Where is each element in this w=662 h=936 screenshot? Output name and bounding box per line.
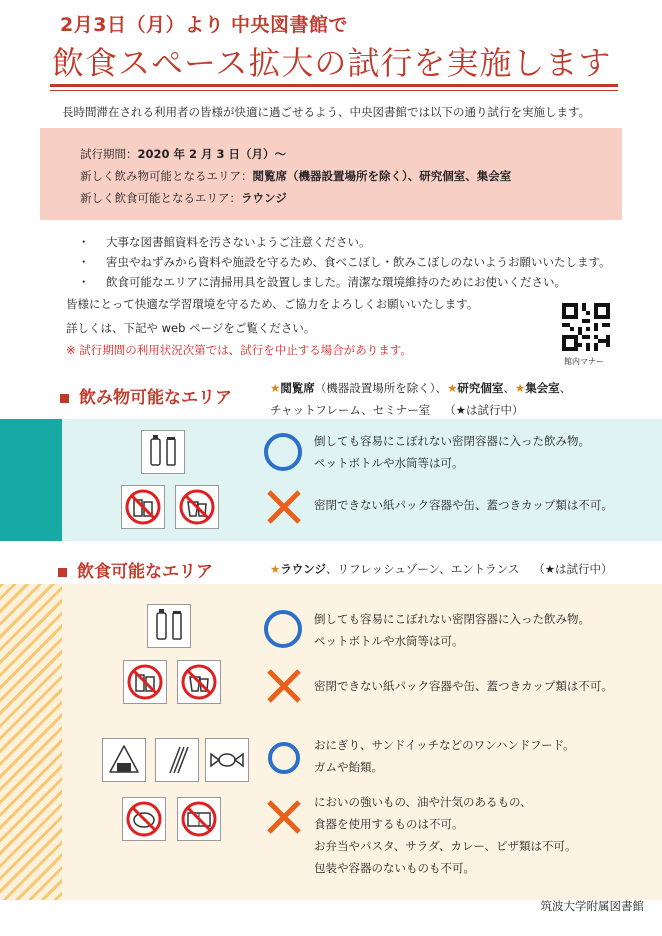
food-ng-text: においの強いもの、油や汁気のあるもの、 食器を使用するものは不可。 お弁当やパスタ、サラダ、カレー、ピザ類は不可。 包装や容器のないものも不可。	[314, 795, 577, 875]
drink-section-heading: 飲み物可能なエリア	[60, 383, 232, 408]
no-cans-icon	[121, 485, 165, 529]
drink-ok-text: 倒しても容易にこぼれない密閉容器に入った飲み物。 ペットボトルや水筒等は可。	[314, 434, 590, 470]
food-drink-ng-text: 密閉できない紙パック容器や缶、蓋つきカップ類は不可。	[314, 679, 613, 693]
note-item: ・ 飲食可能なエリアに清掃用具を設置しました。清潔な環境維持のためにお使いください。	[78, 275, 566, 289]
pre-title: 2月3日（月）より 中央図書館で	[60, 14, 349, 36]
qr-code-icon[interactable]	[562, 303, 610, 351]
trial-drink-area: 新しく飲み物可能となるエリア：閲覧席（機器設置場所を除く）、研究個室、集会室	[80, 169, 512, 183]
square-bullet-icon	[60, 394, 69, 403]
ng-cross-icon	[265, 798, 303, 836]
page-title: 飲食スペース拡大の試行を実施します	[52, 44, 612, 82]
trial-period: 試行期間：2020 年 2 月 3 日（月）～	[80, 147, 287, 161]
title-rule	[50, 84, 618, 87]
ok-circle-icon	[268, 742, 300, 774]
ok-circle-icon	[264, 433, 302, 471]
drink-band-accent	[0, 419, 62, 541]
closing-text-2: 詳しくは、下記や web ページをご覧ください。	[66, 321, 316, 335]
title-rule-thin	[50, 90, 618, 91]
drink-areas-line2: チャットフレーム、セミナー室 （★は試行中）	[270, 403, 524, 417]
food-drink-ok-text: 倒しても容易にこぼれない密閉容器に入った飲み物。 ペットボトルや水筒等は可。	[314, 612, 590, 648]
intro-text: 長時間滞在される利用者の皆様が快適に過ごせるよう、中央図書館では以下の通り試行を実施します。	[62, 105, 591, 119]
trial-info-box	[40, 128, 622, 220]
no-cups-icon	[175, 485, 219, 529]
bottle-icon	[147, 604, 191, 648]
onigiri-icon	[102, 738, 146, 782]
trial-food-area: 新しく飲食可能となるエリア：ラウンジ	[80, 191, 287, 205]
note-item: ・ 大事な図書館資料を汚さないようご注意ください。	[78, 235, 371, 249]
drink-ng-text: 密閉できない紙パック容器や缶、蓋つきカップ類は不可。	[314, 498, 613, 512]
square-bullet-icon	[58, 568, 67, 577]
library-name: 筑波大学附属図書館	[540, 899, 644, 913]
no-cans-icon	[123, 660, 167, 704]
drink-areas-line1: ★閲覧席（機器設置場所を除く）、★研究個室、★集会室、	[270, 381, 572, 395]
no-bento-icon	[122, 797, 166, 841]
sandwich-icon	[155, 738, 199, 782]
closing-text-1: 皆様にとって快適な学習環境を守るため、ご協力をよろしくお願いいたします。	[66, 297, 479, 311]
warning-text: ※ 試行期間の利用状況次第では、試行を中止する場合があります。	[66, 343, 412, 357]
food-areas-line: ★ラウンジ、リフレッシュゾーン、エントランス （★は試行中）	[270, 562, 613, 576]
no-meal-box-icon	[177, 797, 221, 841]
food-section-heading: 飲食可能なエリア	[58, 557, 213, 582]
ng-cross-icon	[265, 667, 303, 705]
food-ok-text: おにぎり、サンドイッチなどのワンハンドフード。 ガムや飴類。	[314, 738, 575, 774]
ng-cross-icon	[265, 488, 303, 526]
bottle-icon	[141, 430, 185, 474]
note-item: ・ 害虫やねずみから資料や施設を守るため、食べこぼし・飲みこぼしのないようお願いいたします。	[78, 255, 611, 269]
candy-icon	[205, 738, 249, 782]
qr-caption: 館内マナー	[564, 357, 604, 366]
no-cups-icon	[177, 660, 221, 704]
ok-circle-icon	[264, 610, 302, 648]
